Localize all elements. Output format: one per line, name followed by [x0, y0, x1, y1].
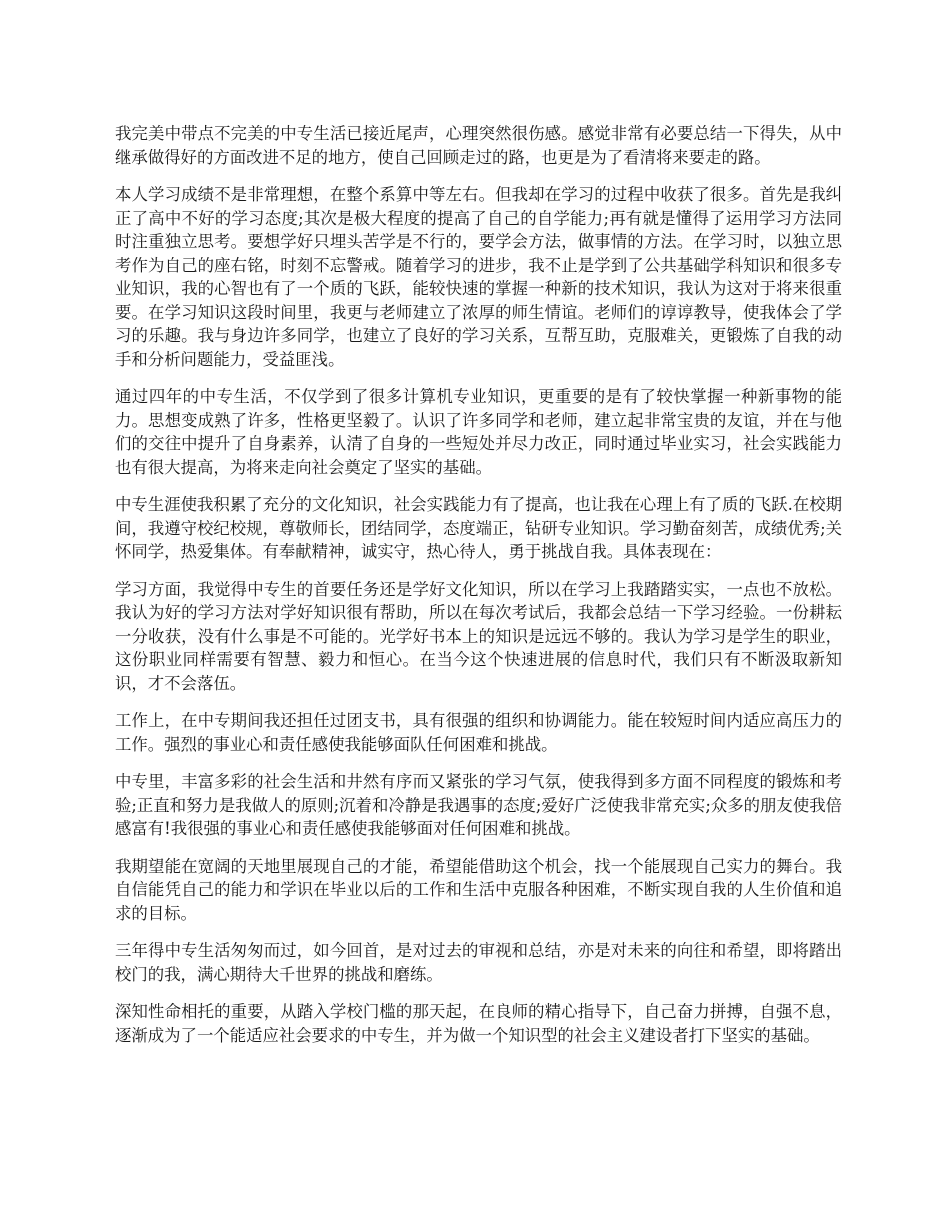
paragraph-5: 学习方面，我觉得中专生的首要任务还是学好文化知识，所以在学习上我踏踏实实，一点也不放松。我认为好的学习方法对学好知识很有帮助，所以在每次考试后，我都会总结一下学习经验。一份耕耘一分收获，没有什么事是不可能的。光学好书本上的知识是远远不够的。我认为学习是学生的职业，这份职业同样需要有智慧、毅力和恒心。在当今这个快速进展的信息时代，我们只有不断汲取新知识，才不会落伍。 [115, 579, 842, 693]
paragraph-2: 本人学习成绩不是非常理想，在整个系算中等左右。但我却在学习的过程中收获了很多。首先是我纠正了高中不好的学习态度;其次是极大程度的提高了自己的自学能力;再有就是懂得了运用学习方法同时注重独立思考。要想学好只埋头苦学是不行的，要学会方法，做事情的方法。在学习时，以独立思考作为自己的座右铭，时刻不忘警戒。随着学习的进步，我不止是学到了公共基础学科知识和很多专业知识，我的心智也有了一个质的飞跃，能较快速的掌握一种新的技术知识，我认为这对于将来很重要。在学习知识这段时间里，我更与老师建立了浓厚的师生情谊。老师们的谆谆教导，使我体会了学习的乐趣。我与身边许多同学，也建立了良好的学习关系，互帮互助，克服难关，更锻炼了自我的动手和分析问题能力，受益匪浅。 [115, 185, 842, 369]
paragraph-3: 通过四年的中专生活，不仅学到了很多计算机专业知识，更重要的是有了较快掌握一种新事物的能力。思想变成熟了许多，性格更坚毅了。认识了许多同学和老师，建立起非常宝贵的友谊，并在与他们的交往中提升了自身素养，认清了自身的一些短处并尽力改正，同时通过毕业实习，社会实践能力也有很大提高，为将来走向社会奠定了坚实的基础。 [115, 387, 842, 477]
paragraph-6: 工作上，在中专期间我还担任过团支书，具有很强的组织和协调能力。能在较短时间内适应高压力的工作。强烈的事业心和责任感使我能够面队任何困难和挑战。 [115, 711, 842, 754]
paragraph-8: 我期望能在宽阔的天地里展现自己的才能，希望能借助这个机会，找一个能展现自己实力的舞台。我自信能凭自己的能力和学识在毕业以后的工作和生活中克服各种困难，不断实现自我的人生价值和追求的目标。 [115, 856, 842, 923]
paragraph-9: 三年得中专生活匆匆而过，如今回首，是对过去的审视和总结，亦是对未来的向往和希望，即将踏出校门的我，满心期待大千世界的挑战和磨练。 [115, 941, 842, 984]
paragraph-10: 深知性命相托的重要，从踏入学校门槛的那天起，在良师的精心指导下，自己奋力拼搏，自强不息，逐渐成为了一个能适应社会要求的中专生，并为做一个知识型的社会主义建设者打下坚实的基础。 [115, 1002, 842, 1045]
paragraph-1: 我完美中带点不完美的中专生活已接近尾声，心理突然很伤感。感觉非常有必要总结一下得失，从中继承做得好的方面改进不足的地方，使自己回顾走过的路，也更是为了看清将来要走的路。 [115, 124, 842, 167]
paragraph-4: 中专生涯使我积累了充分的文化知识，社会实践能力有了提高，也让我在心理上有了质的飞跃.在校期间，我遵守校纪校规，尊敬师长，团结同学，态度端正，钻研专业知识。学习勤奋刻苦，成绩优秀;关怀同学，热爱集体。有奉献精神，诚实守，热心待人，勇于挑战自我。具体表现在： [115, 495, 842, 561]
paragraph-7: 中专里，丰富多彩的社会生活和井然有序而又紧张的学习气氛，使我得到多方面不同程度的锻炼和考验;正直和努力是我做人的原则;沉着和冷静是我遇事的态度;爱好广泛使我非常充实;众多的朋友使我倍感富有!我很强的事业心和责任感使我能够面对任何困难和挑战。 [115, 772, 842, 838]
document-body [115, 122, 842, 1061]
